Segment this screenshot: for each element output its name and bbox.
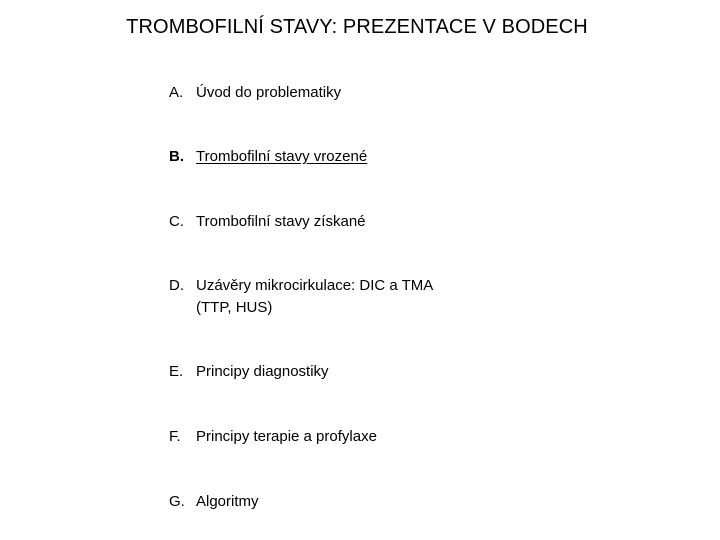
list-item-text: Algoritmy [196, 493, 259, 510]
list-item-c [169, 211, 366, 233]
list-item-line-2: (TTP, HUS) [196, 299, 273, 316]
list-item-text: Trombofilní stavy vrozené [196, 148, 368, 165]
list-item-text: Principy terapie a profylaxe [196, 428, 377, 445]
list-marker: E. [169, 363, 184, 380]
list-item-b [169, 146, 367, 168]
list-marker: A. [169, 84, 184, 101]
list-item-d [169, 275, 433, 319]
list-item-e [169, 361, 329, 383]
list-marker: F. [169, 428, 181, 445]
list-marker: D. [169, 277, 184, 294]
list-item-text: Úvod do problematiky [196, 84, 342, 101]
list-item-f [169, 426, 377, 448]
list-item-line-1: Uzávěry mikrocirkulace: DIC a TMA [196, 277, 434, 294]
list-marker: C. [169, 213, 184, 230]
list-marker: B. [169, 148, 184, 165]
list-item-text: Trombofilní stavy získané [196, 213, 366, 230]
slide-title: TROMBOFILNÍ STAVY: PREZENTACE V BODECH [126, 16, 588, 38]
list-item-text: Principy diagnostiky [196, 363, 329, 380]
list-item-g [169, 491, 259, 513]
list-marker: G. [169, 493, 185, 510]
list-item-text [196, 275, 433, 319]
list-item-a [169, 82, 341, 104]
